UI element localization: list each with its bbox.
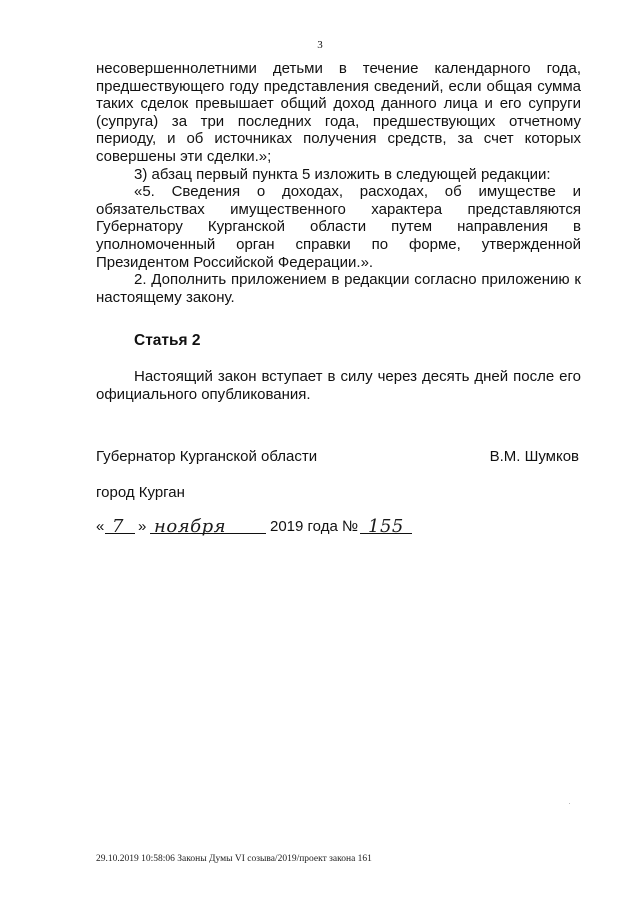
paragraph-item-3: 3) абзац первый пункта 5 изложить в следующей редакции: xyxy=(134,165,551,183)
paragraph-continuation: несовершеннолетними детьми в течение календарного года, предшествующего году представления сведений, если общая сумма таких сделок превышает общий доход данного лица и его супруги (супруга) за три последних года, предшествующих отчетному периоду, и об источниках получения средств, за счет которых совершены эти сделки.»; xyxy=(96,60,581,165)
open-quote: « xyxy=(96,518,105,535)
footer-file-path: 29.10.2019 10:58:06 Законы Думы VI созыва/2019/проект закона 161 xyxy=(96,854,372,864)
close-quote: » xyxy=(138,518,147,535)
article-2-heading: Статья 2 xyxy=(134,332,201,350)
year-number-label: 2019 года № xyxy=(270,518,359,535)
page-number: 3 xyxy=(317,39,323,51)
paragraph-item-2: 2. Дополнить приложением в редакции согласно приложению к настоящему закону. xyxy=(96,271,581,306)
governor-title: Губернатор Курганской области xyxy=(96,448,318,465)
scan-speck xyxy=(569,803,570,804)
handwritten-month: ноября xyxy=(154,516,227,537)
paragraph-quoted-item-5: «5. Сведения о доходах, расходах, об имуществе и обязательствах имущественного характера представляются Губернатору Курганской области путем направления в уполномоченный орган справки по форме, утвержденной Президентом Российской Федерации.». xyxy=(96,183,581,271)
city-line: город Курган xyxy=(96,484,185,501)
article-2-text: Настоящий закон вступает в силу через десять дней после его официального опубликования. xyxy=(96,368,581,403)
handwritten-number: 155 xyxy=(368,516,404,537)
document-body xyxy=(96,60,581,404)
date-number-line xyxy=(96,514,426,538)
governor-name: В.М. Шумков xyxy=(489,448,579,465)
handwritten-day: 7 xyxy=(112,516,124,537)
